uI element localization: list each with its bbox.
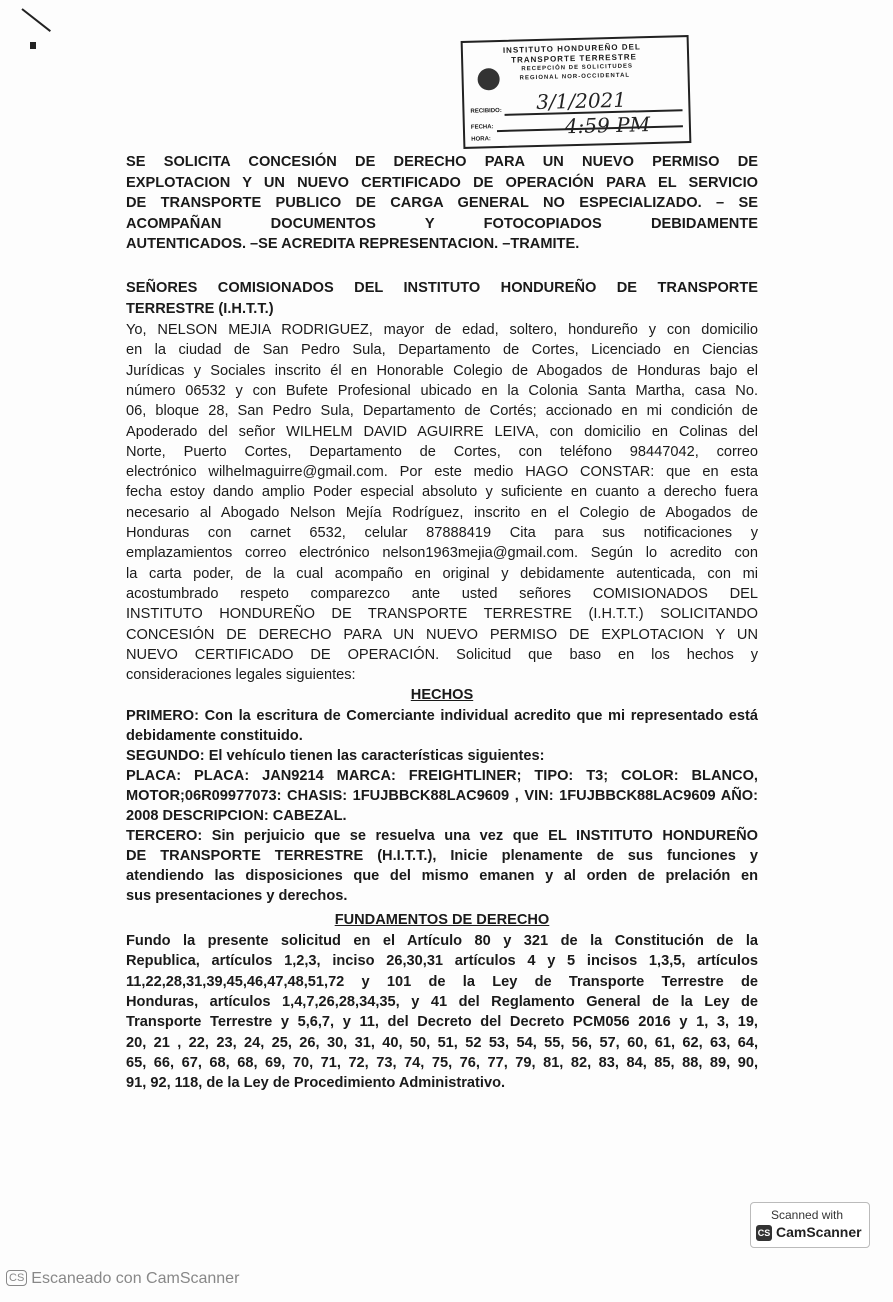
body-line: Honduras con carnet 6532, celular 87888419 Cita para sus notificaciones y [126,525,758,541]
hechos-line: atendiendo las disposiciones que del mismo emanen y al orden de prelación en [126,868,758,884]
body-line: INSTITUTO HONDUREÑO DE TRANSPORTE TERRESTRE (I.H.T.T.) SOLICITANDO [126,606,758,623]
hechos-line: SEGUNDO: El vehículo tienen las características siguientes: [126,748,545,764]
hechos-line: DE TRANSPORTE TERRESTRE (H.I.T.T.), Inicie plenamente de sus funciones y [126,848,758,864]
body-line: fecha estoy dando amplio Poder especial absoluto y suficiente en cuanto a derecho fuera [126,484,758,501]
body-line: necesario al Abogado Nelson Mejía Rodríguez, inscrito en el Colegio de Abogados de [126,504,758,521]
body-line: CONCESIÓN DE DERECHO PARA UN NUEVO PERMISO DE EXPLOTACION Y UN [126,626,758,643]
fundamentos-line: 65, 66, 67, 68, 68, 69, 70, 71, 72, 73, 74, 75, 76, 77, 79, 81, 82, 83, 84, 85, 88, 89, 90, [126,1054,758,1071]
section-title: HECHOS [410,687,474,703]
hechos-line: sus presentaciones y derechos. [126,888,348,904]
fundamentos-line: Fundo la presente solicitud en el Artículo 80 y 321 de la Constitución de la [126,933,758,949]
hechos-line: TERCERO: Sin perjuicio que se resuelva una vez que EL INSTITUTO HONDUREÑO [126,828,758,844]
fundamentos-line: 11,22,28,31,39,45,46,47,48,51,72 y 101 de la Ley de Transporte Terrestre de [126,973,758,990]
fecha-label: FECHA: [470,124,494,131]
stamp-text: TRANSPORTE TERRESTRE [511,52,638,65]
body-line: NUEVO CERTIFICADO DE OPERACIÓN. Solicitud que baso en los hechos y [126,646,758,663]
corner-mark [21,8,51,32]
footer-text: Escaneado con CamScanner [31,1270,240,1287]
body-line: 06, bloque 28, San Pedro Sula, Departamento de Cortés; accionado en mi condición de [126,403,758,420]
body-line: Jurídicas y Sociales inscrito él en Honorable Colegio de Abogados de Honduras bajo el [126,362,758,379]
body-line: acostumbrado respeto comparezco ante usted señores COMISIONADOS DEL [126,585,758,602]
header-line: EXPLOTACION Y UN NUEVO CERTIFICADO DE OPERACIÓN PARA EL SERVICIO [126,174,758,191]
stamp-text: REGIONAL NOR-OCCIDENTAL [519,72,631,82]
hechos-line: PLACA: PLACA: JAN9214 MARCA: FREIGHTLINER; TIPO: T3; COLOR: BLANCO, [126,768,758,784]
fundamentos-line: 91, 92, 118, de la Ley de Procedimiento Administrativo. [126,1075,506,1092]
camscanner-badge [750,1202,870,1248]
fundamentos-line: Republica, artículos 1,2,3, inciso 26,30,31 artículos 4 y 5 incisos 1,3,5, artículos [126,953,758,970]
header-line: AUTENTICADOS. –SE ACREDITA REPRESENTACION. –TRAMITE. [126,236,580,252]
camscanner-icon: CS [6,1270,27,1286]
body-line: Norte, Puerto Cortes, Departamento de Cortes, con teléfono 98447042, correo [126,443,758,460]
body-line: electrónico wilhelmaguirre@gmail.com. Por este medio HAGO CONSTAR: que en esta [126,464,758,481]
body-line: emplazamientos correo electrónico nelson1963mejia@gmail.com. Según lo acredito con [126,545,758,562]
header-line: ACOMPAÑAN DOCUMENTOS Y FOTOCOPIADOS DEBIDAMENTE [126,215,758,232]
stamp-text: RECEPCIÓN DE SOLICITUDES [521,63,634,73]
recibido-label: RECIBIDO: [470,107,502,115]
section-title: FUNDAMENTOS DE DERECHO [334,912,550,928]
fundamentos-line: 20, 21 , 22, 23, 24, 25, 26, 30, 31, 40, 50, 51, 52 53, 54, 55, 56, 57, 60, 61, 62, 63, 64, [126,1034,758,1051]
body-line: número 06532 y con Bufete Profesional ubicado en la Colonia Santa Martha, casa No. [126,382,758,399]
footer-watermark [6,1270,239,1288]
badge-line2: CamScanner [776,1224,862,1240]
body-line: Yo, NELSON MEJIA RODRIGUEZ, mayor de edad, soltero, hondureño y con domicilio [126,322,758,338]
addressee-line: TERRESTRE (I.H.T.T.) [126,300,274,317]
header-line: SE SOLICITA CONCESIÓN DE DERECHO PARA UN NUEVO PERMISO DE [126,154,758,170]
hechos-line: debidamente constituido. [126,728,303,744]
body-line: consideraciones legales siguientes: [126,667,356,684]
addressee-line: SEÑORES COMISIONADOS DEL INSTITUTO HONDUREÑO DE TRANSPORTE [126,280,758,296]
handwritten-date: 3/1/2021 [535,87,627,115]
body-line: la carta poder, de la cual acompaño en original y debidamente autenticada, con mi [126,565,758,582]
hechos-line: 2008 DESCRIPCION: CABEZAL. [126,808,347,824]
camscanner-logo-icon: CS [756,1225,772,1241]
badge-line1: Scanned with [771,1208,844,1222]
fundamentos-line: Transporte Terrestre y 5,6,7, y 11, del Decreto del Decreto PCM056 2016 y 1, 3, 19, [126,1014,758,1031]
header-line: DE TRANSPORTE PUBLICO DE CARGA GENERAL NO ESPECIALIZADO. – SE [126,195,758,211]
handwritten-time: 4:59 PM [564,112,651,139]
corner-mark-dot [30,42,36,49]
reception-stamp [461,35,692,149]
stamp-text: INSTITUTO HONDUREÑO DEL [502,42,641,55]
honduras-seal-icon [477,68,500,91]
fundamentos-line: Honduras, artículos 1,4,7,26,28,34,35, y 41 del Reglamento General de la Ley de [126,993,758,1010]
hechos-line: MOTOR;06R09977073: CHASIS: 1FUJBBCK88LAC9609 , VIN: 1FUJBBCK88LAC9609 AÑO: [126,788,758,804]
body-line: Apoderado del señor WILHELM DAVID AGUIRRE LEIVA, con domicilio en Colinas del [126,423,758,440]
hora-label: HORA: [471,136,491,143]
body-line: en la ciudad de San Pedro Sula, Departamento de Cortes, Licenciado en Ciencias [126,342,758,359]
hechos-line: PRIMERO: Con la escritura de Comerciante individual acredito que mi representado está [126,708,758,724]
